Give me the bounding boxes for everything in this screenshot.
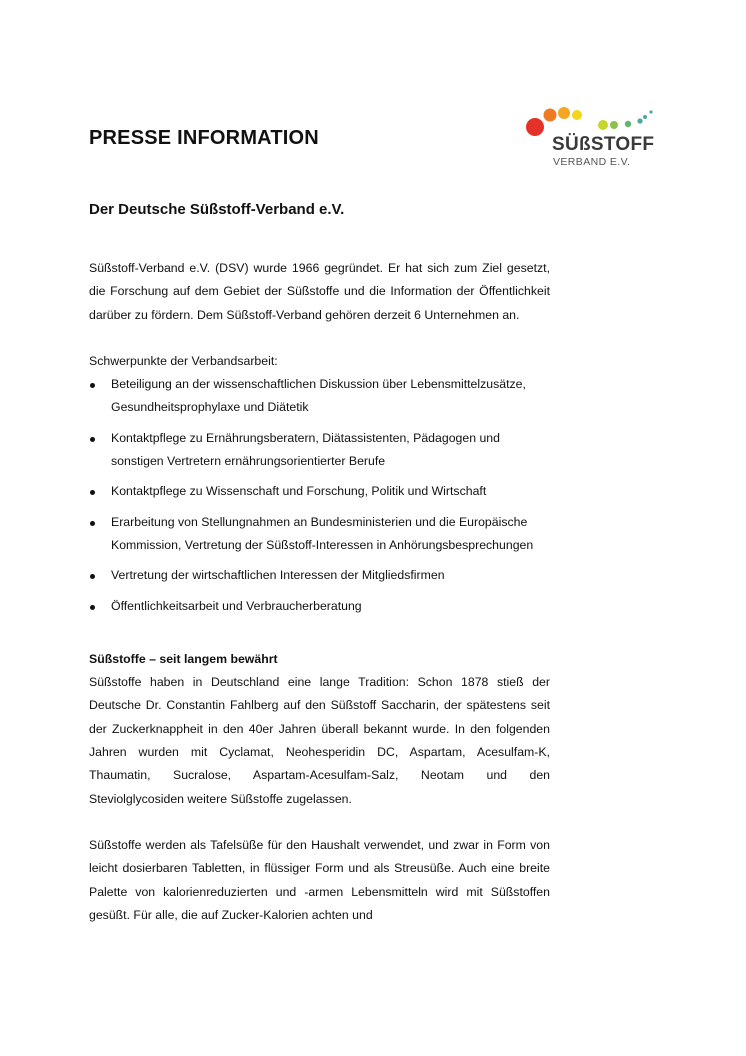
usage-paragraph: Süßstoffe werden als Tafelsüße für den Haushalt verwendet, und zwar in Form von leicht dosierbaren Tabletten, in flüssiger Form und als Streusüße. Auch eine breite Palette von kalorienreduzierten und -armen Lebensmitteln wird mit Süßstoffen gesüßt. Für alle, die auf Zucker-Kalorien achten und xyxy=(89,837,550,922)
document-body xyxy=(89,257,550,927)
logo-dot xyxy=(598,120,608,130)
logo-dot xyxy=(610,121,618,129)
logo-dot xyxy=(625,121,631,127)
logo-dot xyxy=(649,110,652,113)
focus-list xyxy=(89,373,550,618)
logo-subline: VERBAND E.V. xyxy=(553,156,631,168)
company-logo xyxy=(524,103,664,173)
logo-dot xyxy=(544,109,557,122)
list-item: Kontaktpflege zu Ernährungsberatern, Diätassistenten, Pädagogen und sonstigen Vertretern ernährungsorientierter Berufe xyxy=(89,427,550,474)
logo-dot xyxy=(526,118,544,136)
logo-dot xyxy=(558,107,570,119)
list-item: Vertretung der wirtschaftlichen Interessen der Mitgliedsfirmen xyxy=(89,564,550,587)
logo-dot xyxy=(643,115,647,119)
logo-dot xyxy=(637,118,642,123)
document-subtitle: Der Deutsche Süßstoff-Verband e.V. xyxy=(89,201,345,218)
list-item: Erarbeitung von Stellungnahmen an Bundesministerien und die Europäische Kommission, Vertretung der Süßstoff-Interessen in Anhörungsbesprechungen xyxy=(89,511,550,558)
list-item: Kontaktpflege zu Wissenschaft und Forschung, Politik und Wirtschaft xyxy=(89,480,550,503)
section-heading: Süßstoffe – seit langem bewährt xyxy=(89,651,278,666)
list-item: Öffentlichkeitsarbeit und Verbraucherberatung xyxy=(89,595,550,618)
logo-wordmark: SÜßSTOFF xyxy=(552,134,655,155)
page-title: PRESSE INFORMATION xyxy=(89,127,319,149)
history-paragraph: Süßstoffe haben in Deutschland eine lange Tradition: Schon 1878 stieß der Deutsche Dr. Constantin Fahlberg auf den Süßstoff Saccharin, der spätestens seit der Zuckerknappheit in den 40er Jahren überall bekannt wurde. In den folgenden Jahren wurden mit Cyclamat, Neohesperidin DC, Aspartam, Acesulfam-K, Thaumatin, Sucralose, Aspartam-Acesulfam-Salz, Neotam und den Steviolglycosiden weitere Süßstoffe zugelassen. xyxy=(89,675,550,806)
list-item: Beteiligung an der wissenschaftlichen Diskussion über Lebensmittelzusätze, Gesundheitsprophylaxe und Diätetik xyxy=(89,373,550,420)
focus-heading: Schwerpunkte der Verbandsarbeit: xyxy=(89,353,278,368)
logo-dot xyxy=(572,110,582,120)
logo-dots-graphic xyxy=(524,103,664,137)
intro-paragraph: Süßstoff-Verband e.V. (DSV) wurde 1966 gegründet. Er hat sich zum Ziel gesetzt, die Forschung auf dem Gebiet der Süßstoffe und die Information der Öffentlichkeit darüber zu fördern. Dem Süßstoff-Verband gehören derzeit 6 Unternehmen an. xyxy=(89,261,550,322)
